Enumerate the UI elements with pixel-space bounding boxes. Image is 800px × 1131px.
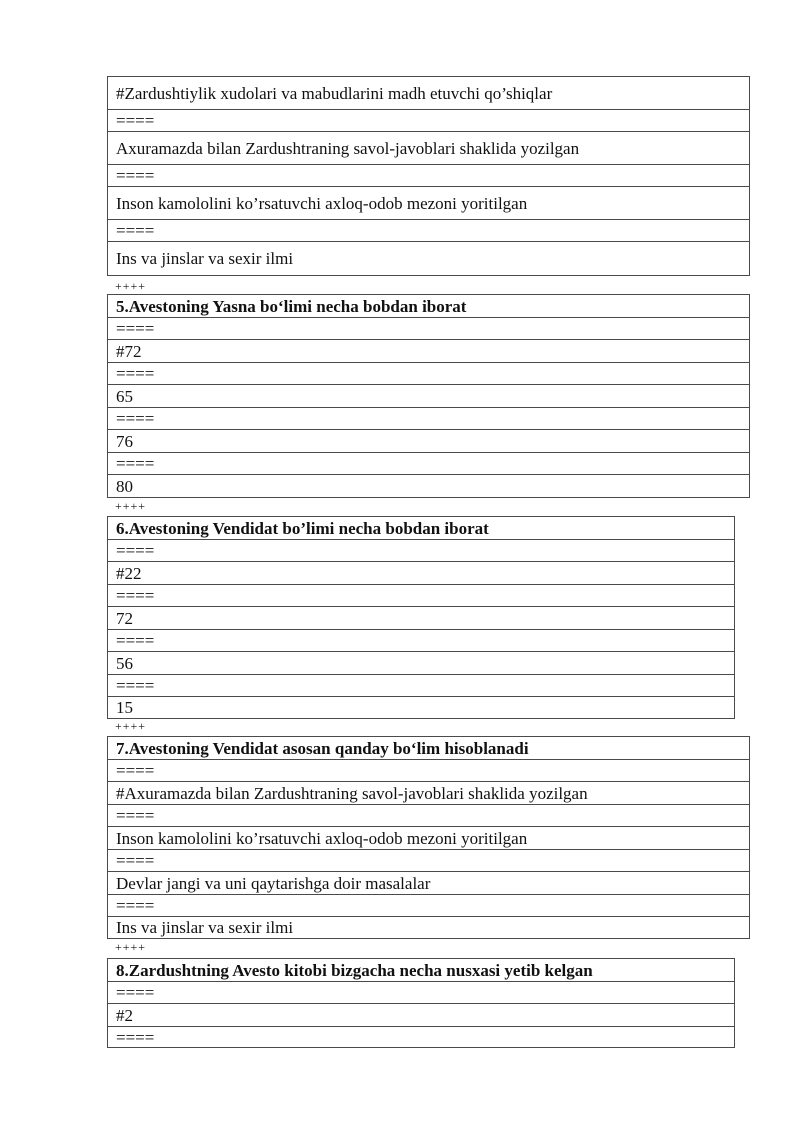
question-table-7: [107, 736, 750, 939]
answer-option: 80: [116, 476, 133, 496]
question-separator: ++++: [115, 940, 147, 954]
option-separator: ====: [108, 165, 749, 187]
question-separator: ++++: [115, 499, 147, 513]
option-separator: ====: [108, 363, 749, 385]
answer-option: Devlar jangi va uni qaytarishga doir masalalar: [108, 872, 749, 895]
answer-option: 72: [108, 607, 734, 630]
answer-option: 15: [116, 698, 133, 717]
option-separator: ====: [116, 1027, 155, 1047]
option-separator: ====: [108, 110, 749, 132]
answer-option: Ins va jinslar va sexir ilmi: [116, 249, 294, 268]
answer-table-4: [107, 76, 750, 276]
option-separator: ====: [108, 895, 749, 917]
option-separator: ====: [108, 318, 749, 340]
question-separator: ++++: [115, 279, 147, 293]
answer-option: #22: [108, 562, 734, 585]
option-separator: ====: [108, 630, 734, 652]
option-separator: ====: [108, 453, 749, 475]
option-separator: ====: [108, 760, 749, 782]
answer-option: 65: [108, 385, 749, 408]
answer-option: #Axuramazda bilan Zardushtraning savol-javoblari shaklida yozilgan: [108, 782, 749, 805]
option-separator: ====: [108, 850, 749, 872]
option-separator: ====: [108, 805, 749, 827]
option-separator: ====: [108, 540, 734, 562]
option-separator: ====: [108, 675, 734, 697]
option-separator: ====: [108, 408, 749, 430]
answer-option: #2: [108, 1004, 734, 1027]
question-title: 5.Avestoning Yasna bo‘limi necha bobdan iborat: [108, 295, 749, 318]
option-separator: ====: [108, 585, 734, 607]
answer-option: Ins va jinslar va sexir ilmi: [116, 918, 294, 937]
option-separator: ====: [108, 982, 734, 1004]
question-title: 7.Avestoning Vendidat asosan qanday bo‘lim hisoblanadi: [108, 737, 749, 760]
answer-option: #Zardushtiylik xudolari va mabudlarini madh etuvchi qo’shiqlar: [108, 77, 749, 110]
answer-option: 76: [108, 430, 749, 453]
answer-option: 56: [108, 652, 734, 675]
question-title: 6.Avestoning Vendidat bo’limi necha bobdan iborat: [108, 517, 734, 540]
question-table-6: [107, 516, 735, 719]
answer-option: Axuramazda bilan Zardushtraning savol-javoblari shaklida yozilgan: [108, 132, 749, 165]
answer-option: Inson kamololini ko’rsatuvchi axloq-odob mezoni yoritilgan: [108, 187, 749, 220]
answer-option: Inson kamololini ko’rsatuvchi axloq-odob mezoni yoritilgan: [108, 827, 749, 850]
question-separator: ++++: [115, 719, 147, 733]
question-table-8: [107, 958, 735, 1048]
question-table-5: [107, 294, 750, 498]
answer-option: #72: [108, 340, 749, 363]
option-separator: ====: [108, 220, 749, 242]
question-title: 8.Zardushtning Avesto kitobi bizgacha necha nusxasi yetib kelgan: [108, 959, 734, 982]
